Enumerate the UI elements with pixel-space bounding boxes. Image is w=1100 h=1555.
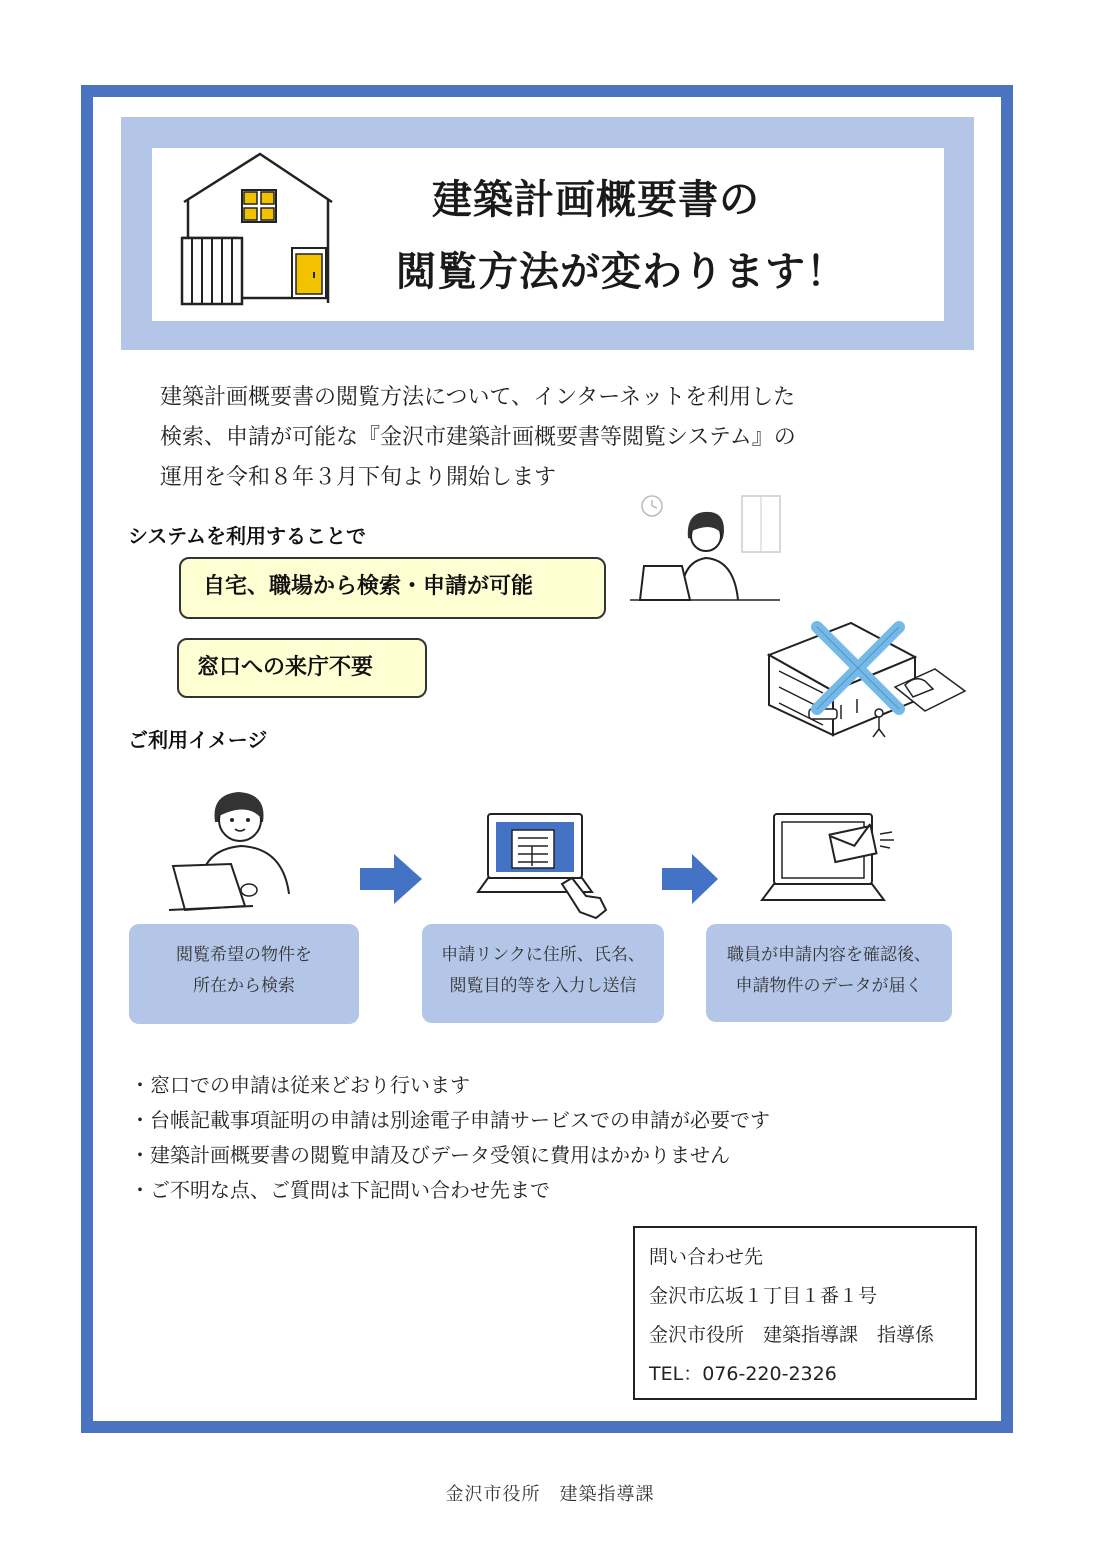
notes-list bbox=[130, 1068, 770, 1208]
note-item: ・建築計画概要書の閲覧申請及びデータ受領に費用はかかりません bbox=[130, 1143, 730, 1167]
contact-department: 金沢市役所 建築指導課 指導係 bbox=[649, 1324, 935, 1346]
page-title-line2: 閲覧方法が変わります！ bbox=[396, 249, 847, 295]
arrow-right-icon bbox=[360, 854, 422, 904]
intro-line: 運用を令和８年３月下旬より開始します bbox=[160, 465, 557, 490]
contact-box bbox=[633, 1226, 977, 1400]
step-text: 閲覧希望の物件を bbox=[176, 945, 312, 965]
step-text: 職員が申請内容を確認後、 bbox=[727, 945, 931, 965]
benefits-heading: システムを利用することで bbox=[128, 524, 366, 548]
contact-tel: TEL：076-220-2326 bbox=[649, 1363, 837, 1385]
intro-line: 建築計画概要書の閲覧方法について、インターネットを利用した bbox=[160, 385, 796, 410]
note-item: ・窓口での申請は従来どおり行います bbox=[130, 1073, 470, 1097]
intro-text bbox=[160, 378, 796, 498]
contact-heading: 問い合わせ先 bbox=[649, 1246, 764, 1268]
intro-line: 検索、申請が可能な『金沢市建築計画概要書等閲覧システム』の bbox=[160, 425, 796, 450]
laptop-mail-illustration bbox=[760, 808, 900, 908]
step-text: 所在から検索 bbox=[193, 976, 295, 996]
step-text: 閲覧目的等を入力し送信 bbox=[449, 976, 637, 996]
note-item: ・台帳記載事項証明の申請は別途電子申請サービスでの申請が必要です bbox=[130, 1108, 770, 1132]
arrow-right-icon bbox=[662, 854, 718, 904]
usage-step-2 bbox=[422, 924, 664, 1023]
note-item: ・ご不明な点、ご質問は下記問い合わせ先まで bbox=[130, 1178, 550, 1202]
house-icon bbox=[178, 150, 338, 310]
city-office-crossed-illustration bbox=[765, 605, 970, 745]
benefit-box-search: 自宅、職場から検索・申請が可能 bbox=[179, 557, 606, 619]
contact-address: 金沢市広坂１丁目１番１号 bbox=[649, 1285, 878, 1307]
person-working-illustration bbox=[630, 490, 790, 615]
laptop-form-illustration bbox=[476, 812, 611, 922]
step-text: 申請物件のデータが届く bbox=[735, 976, 923, 996]
step-text: 申請リンクに住所、氏名、 bbox=[441, 945, 645, 965]
usage-step-1 bbox=[129, 924, 359, 1024]
benefit-box-no-visit: 窓口への来庁不要 bbox=[177, 638, 427, 698]
person-laptop-illustration bbox=[165, 786, 300, 916]
page-title-line1: 建築計画概要書の bbox=[432, 177, 760, 223]
usage-heading: ご利用イメージ bbox=[128, 728, 268, 752]
footer-text: 金沢市役所 建築指導課 bbox=[445, 1484, 655, 1505]
usage-step-3 bbox=[706, 924, 952, 1022]
